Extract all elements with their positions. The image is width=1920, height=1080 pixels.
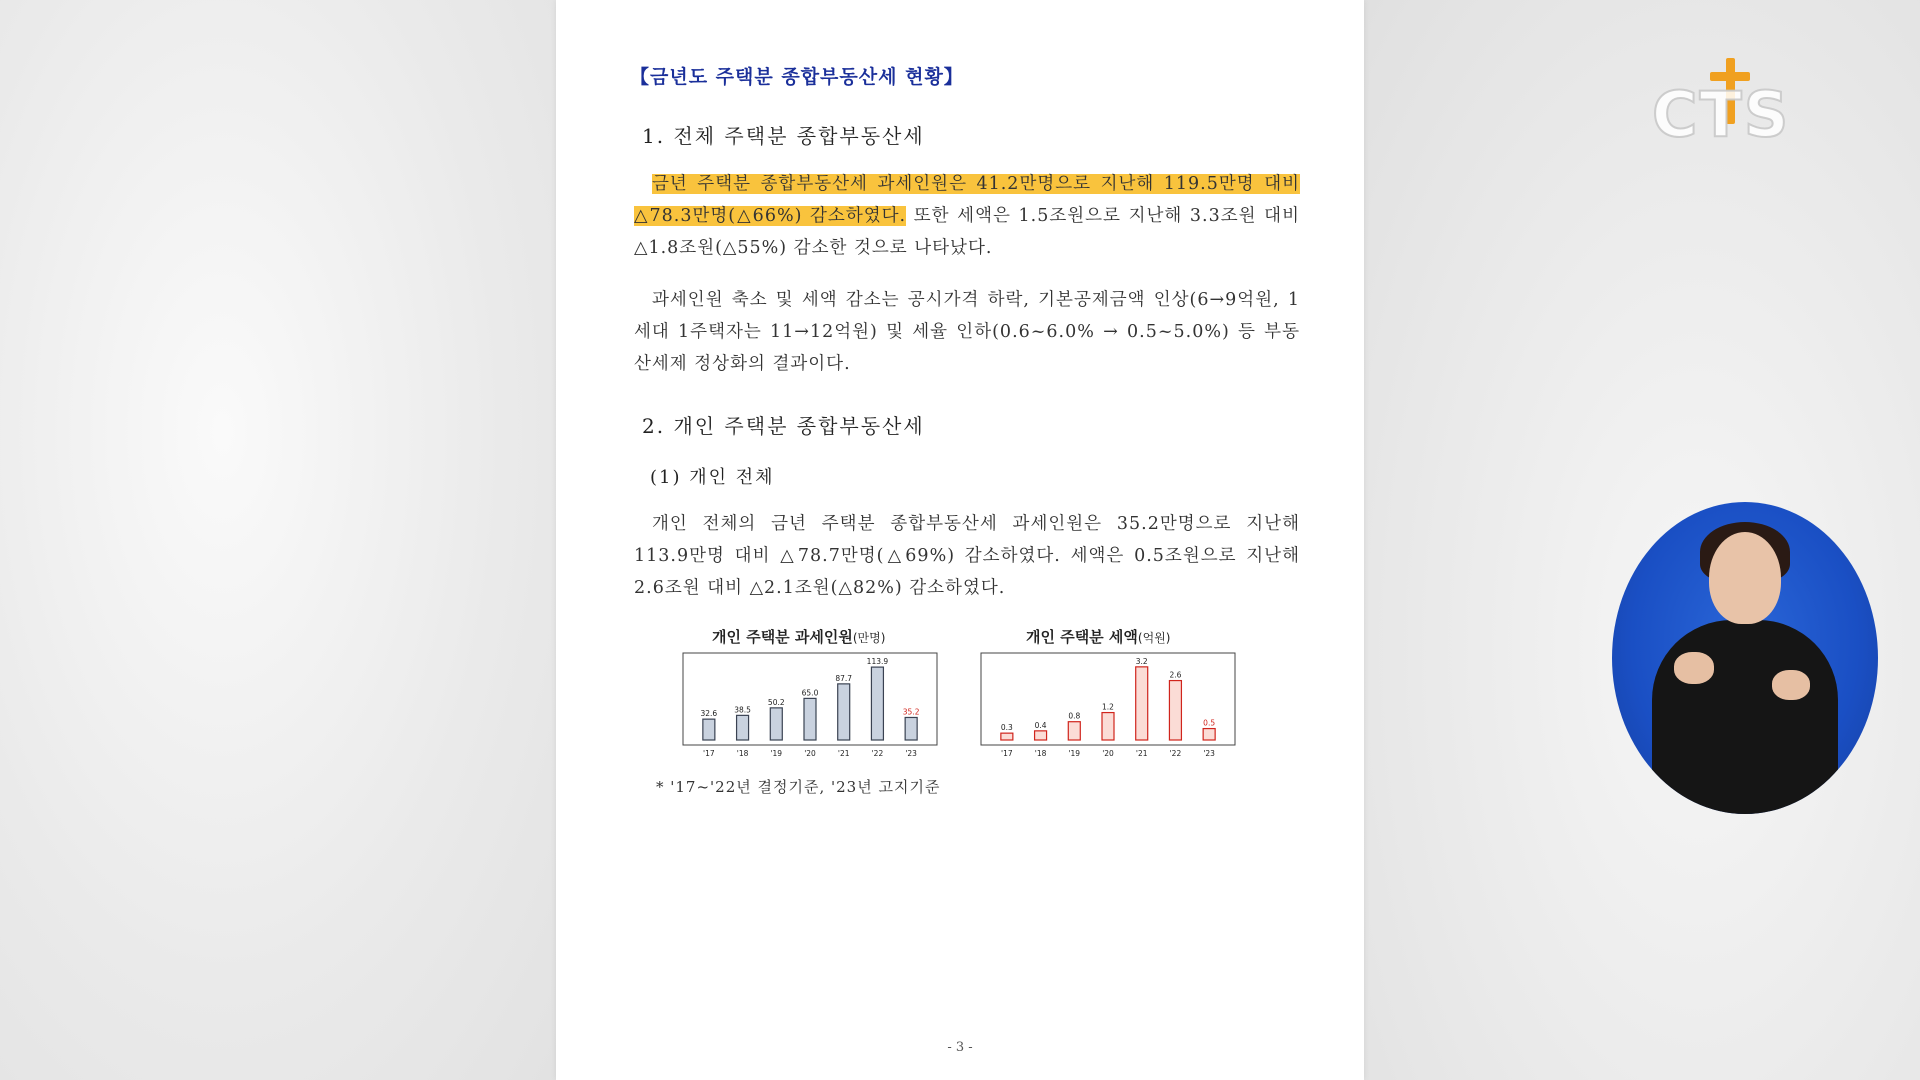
chart1-tick-label-1: '18 [736, 749, 749, 758]
chart2-data-label-0: 0.3 [1000, 723, 1013, 733]
chart1-data-label-5: 113.9 [866, 657, 889, 667]
chart1-bar-3 [804, 698, 816, 740]
sign-language-interpreter [1612, 502, 1878, 814]
chart1-tick-label-2: '19 [770, 749, 783, 758]
chart1-title-text: 개인 주택분 과세인원 [712, 628, 853, 646]
chart1-data-label-4: 87.7 [835, 673, 853, 683]
chart2-tick-label-2: '19 [1068, 749, 1081, 758]
chart2-svg [980, 652, 1236, 760]
chart2-tick-label-6: '23 [1203, 749, 1215, 758]
chart1-bar-5 [871, 667, 883, 740]
left-background [0, 0, 556, 1080]
section2-paragraph-text: 개인 전체의 금년 주택분 종합부동산세 과세인원은 35.2만명으로 지난해 113.9만명 대비 △78.7만명(△69%) 감소하였다. 세액은 0.5조원으로 지난해 2.6조원 대비 △2.1조원(△82%) 감소하였다. [634, 514, 1300, 598]
chart1-bar-2 [770, 708, 782, 740]
chart1-data-label-2: 50.2 [767, 697, 785, 707]
chart2-container [980, 652, 1236, 764]
chart2-bar-5 [1169, 681, 1181, 740]
chart2-bar-6 [1203, 729, 1215, 740]
chart2-unit: (억원) [1137, 631, 1171, 645]
chart2-data-label-3: 1.2 [1102, 702, 1114, 712]
chart2-tick-label-3: '20 [1102, 749, 1114, 758]
chart2-bar-3 [1102, 713, 1114, 740]
section1-paragraph1 [634, 168, 1300, 264]
right-background [1364, 0, 1920, 1080]
document-title: 【금년도 주택분 종합부동산세 현황】 [630, 66, 964, 88]
chart1-bar-1 [737, 715, 749, 740]
highlighted-text: 금년 주택분 종합부동산세 과세인원은 41.2만명으로 지난해 119.5만명 대비 △78.3만명(△66%) 감소하였다. [634, 174, 1300, 226]
chart2-tick-label-5: '22 [1169, 749, 1182, 758]
chart2-title-text: 개인 주택분 세액 [1026, 628, 1138, 646]
chart1-bar-4 [838, 684, 850, 740]
chart2-tick-label-4: '21 [1135, 749, 1148, 758]
section2-heading: 2. 개인 주택분 종합부동산세 [642, 414, 925, 438]
chart2-title [1026, 626, 1170, 647]
chart1-bar-6 [905, 717, 917, 740]
chart1-tick-label-4: '21 [837, 749, 850, 758]
chart1-tick-label-0: '17 [703, 749, 715, 758]
interpreter-left-hand [1674, 652, 1714, 684]
chart1-container [682, 652, 938, 764]
interpreter-face [1709, 532, 1781, 624]
chart2-data-label-5: 2.6 [1169, 670, 1182, 680]
chart2-tick-label-0: '17 [1001, 749, 1013, 758]
paragraph2-text: 과세인원 축소 및 세액 감소는 공시가격 하락, 기본공제금액 인상(6→9억원, 1세대 1주택자는 11→12억원) 및 세율 인하(0.6~6.0% → 0.5~5.0%) 등 부동산세제 정상화의 결과이다. [634, 290, 1300, 374]
chart1-tick-label-3: '20 [804, 749, 816, 758]
chart1-data-label-1: 38.5 [734, 705, 751, 715]
interpreter-body [1652, 620, 1838, 814]
chart1-svg [682, 652, 938, 760]
chart1-data-label-3: 65.0 [801, 688, 819, 698]
chart2-data-label-4: 3.2 [1135, 656, 1148, 666]
chart2-bar-0 [1001, 733, 1013, 740]
paragraph1-rest: 또한 세액은 1.5조원으로 지난해 3.3조원 대비 △1.8조원(△55%) 감소한 것으로 나타났다. [634, 206, 1300, 258]
section1-paragraph2 [634, 284, 1300, 380]
chart2-tick-label-1: '18 [1034, 749, 1047, 758]
chart2-bar-1 [1035, 731, 1047, 740]
interpreter-right-hand [1772, 670, 1810, 700]
footnote: * '17~'22년 결정기준, '23년 고지기준 [656, 778, 941, 796]
document-page [556, 0, 1364, 1080]
chart1-tick-label-6: '23 [905, 749, 917, 758]
chart2-data-label-6: 0.5 [1203, 718, 1216, 728]
chart1-unit: (만명) [852, 631, 886, 645]
chart2-data-label-1: 0.4 [1034, 720, 1047, 730]
section1-heading: 1. 전체 주택분 종합부동산세 [642, 124, 925, 148]
logo-text: CTS [1652, 78, 1791, 151]
cts-logo [1652, 58, 1792, 151]
chart1-title [712, 626, 885, 647]
chart1-data-label-0: 32.6 [700, 709, 718, 719]
chart1-data-label-6: 35.2 [902, 707, 920, 717]
section2-paragraph [634, 508, 1300, 604]
section2-subheading: (1) 개인 전체 [650, 467, 775, 488]
chart2-bar-4 [1136, 667, 1148, 740]
chart2-bar-2 [1068, 722, 1080, 740]
chart2-data-label-2: 0.8 [1068, 711, 1081, 721]
chart1-tick-label-5: '22 [871, 749, 884, 758]
chart1-bar-0 [703, 719, 715, 740]
page-number: - 3 - [947, 1040, 973, 1055]
